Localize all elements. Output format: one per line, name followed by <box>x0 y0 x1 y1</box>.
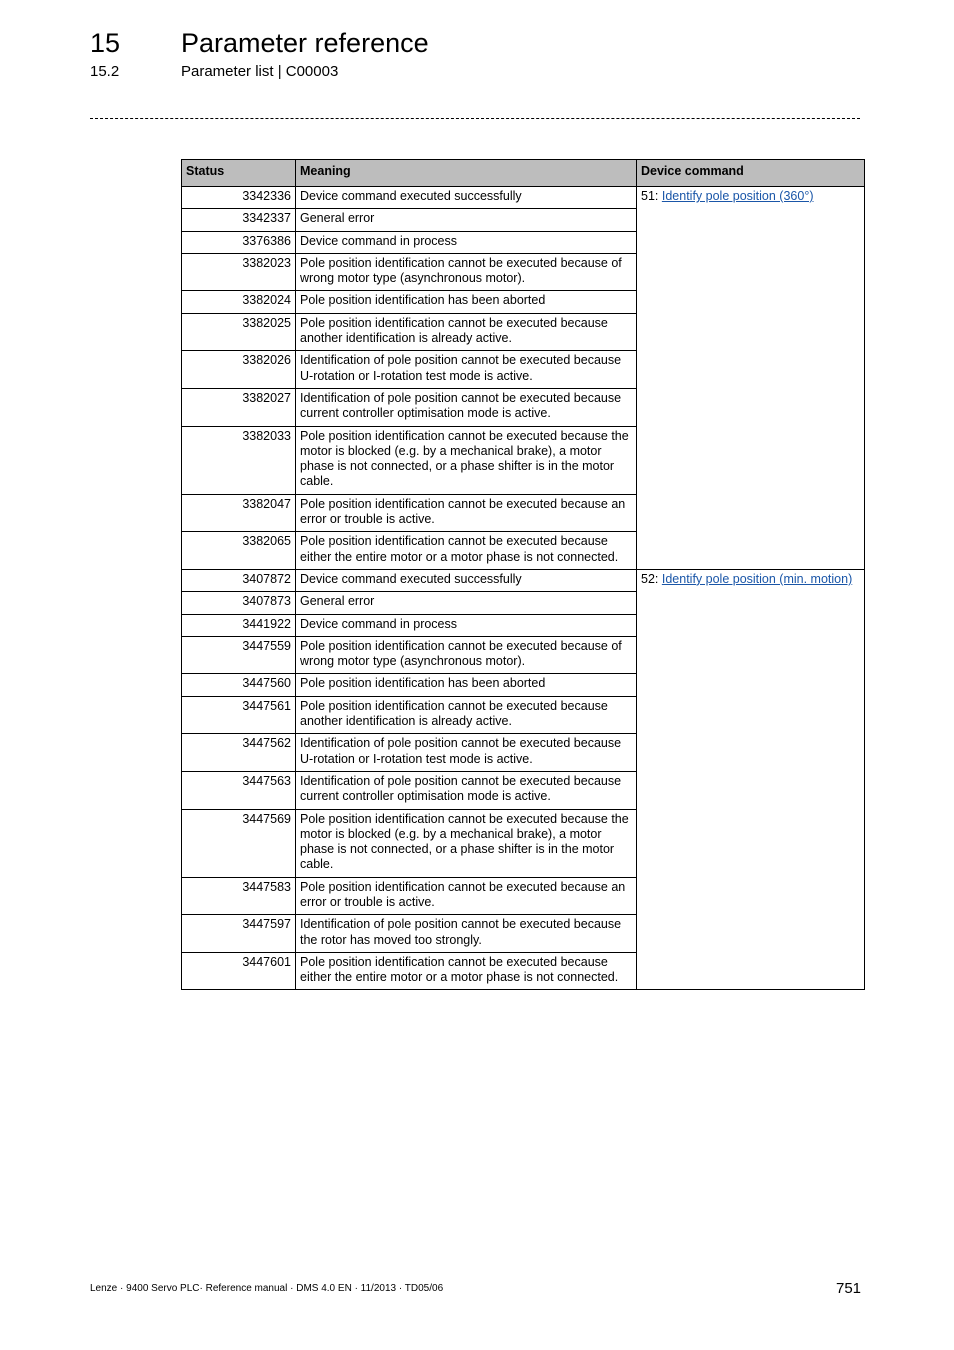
meaning-cell: Device command executed successfully <box>296 187 637 209</box>
meaning-cell: Device command in process <box>296 614 637 636</box>
column-header-meaning: Meaning <box>296 160 637 187</box>
status-code-cell: 3382023 <box>182 253 296 291</box>
device-command-cell <box>637 569 865 990</box>
status-code-cell: 3447561 <box>182 696 296 734</box>
meaning-cell: Identification of pole position cannot be executed because U-rotation or I-rotation test mode is active. <box>296 351 637 389</box>
meaning-cell: Identification of pole position cannot be executed because U-rotation or I-rotation test mode is active. <box>296 734 637 772</box>
status-code-cell: 3382033 <box>182 426 296 494</box>
meaning-cell: Pole position identification cannot be executed because another identification is already active. <box>296 313 637 351</box>
meaning-cell: Pole position identification cannot be executed because the motor is blocked (e.g. by a mechanical brake), a motor phase is not connected, or a phase shifter is in the motor cable. <box>296 809 637 877</box>
status-code-cell: 3407872 <box>182 569 296 591</box>
meaning-cell: Pole position identification cannot be executed because of wrong motor type (asynchronous motor). <box>296 636 637 674</box>
meaning-cell: Pole position identification has been aborted <box>296 291 637 313</box>
meaning-cell: Pole position identification cannot be executed because the motor is blocked (e.g. by a mechanical brake), a motor phase is not connected, or a phase shifter is in the motor cable. <box>296 426 637 494</box>
status-code-cell: 3441922 <box>182 614 296 636</box>
device-command-link[interactable]: Identify pole position (360°) <box>661 189 814 203</box>
status-code-cell: 3447560 <box>182 674 296 696</box>
status-code-cell: 3447563 <box>182 771 296 809</box>
meaning-cell: General error <box>296 592 637 614</box>
meaning-cell: Pole position identification cannot be executed because of wrong motor type (asynchronous motor). <box>296 253 637 291</box>
header-divider <box>90 118 860 119</box>
table-body <box>182 187 865 990</box>
meaning-cell: Pole position identification cannot be executed because either the entire motor or a motor phase is not connected. <box>296 952 637 990</box>
meaning-cell: Identification of pole position cannot be executed because the rotor has moved too strongly. <box>296 915 637 953</box>
meaning-cell: Identification of pole position cannot be executed because current controller optimisation mode is active. <box>296 388 637 426</box>
meaning-cell: Pole position identification cannot be executed because an error or trouble is active. <box>296 494 637 532</box>
table-row <box>182 569 865 591</box>
footer-text: Lenze · 9400 Servo PLC· Reference manual · DMS 4.0 EN · 11/2013 · TD05/06 <box>90 1283 444 1294</box>
status-code-cell: 3382025 <box>182 313 296 351</box>
device-command-link[interactable]: Identify pole position (min. motion) <box>661 571 853 586</box>
status-code-cell: 3447562 <box>182 734 296 772</box>
status-code-cell: 3447569 <box>182 809 296 877</box>
status-code-cell: 3382024 <box>182 291 296 313</box>
column-header-device-command: Device command <box>637 160 865 187</box>
section-number: 15.2 <box>90 63 120 80</box>
meaning-cell: Identification of pole position cannot be executed because current controller optimisation mode is active. <box>296 771 637 809</box>
status-code-cell: 3342337 <box>182 209 296 231</box>
device-command-cell <box>637 187 865 570</box>
meaning-cell: Pole position identification cannot be executed because either the entire motor or a motor phase is not connected. <box>296 532 637 570</box>
parameter-table <box>181 159 865 990</box>
status-code-cell: 3407873 <box>182 592 296 614</box>
status-code-cell: 3342336 <box>182 187 296 209</box>
status-code-cell: 3382026 <box>182 351 296 389</box>
status-code-cell: 3447597 <box>182 915 296 953</box>
status-code-cell: 3447583 <box>182 877 296 915</box>
chapter-title: Parameter reference <box>181 28 429 58</box>
meaning-cell: Pole position identification cannot be executed because another identification is already active. <box>296 696 637 734</box>
table-row <box>182 187 865 209</box>
status-code-cell: 3382027 <box>182 388 296 426</box>
status-code-cell: 3376386 <box>182 231 296 253</box>
meaning-cell: Pole position identification has been aborted <box>296 674 637 696</box>
meaning-cell: Device command in process <box>296 231 637 253</box>
chapter-number: 15 <box>90 28 121 58</box>
status-code-cell: 3447601 <box>182 952 296 990</box>
section-title: Parameter list | C00003 <box>181 63 339 80</box>
device-command-number: 51: <box>641 189 662 203</box>
page-number: 751 <box>836 1280 862 1297</box>
meaning-cell: Pole position identification cannot be executed because an error or trouble is active. <box>296 877 637 915</box>
device-command-number: 52: <box>641 571 662 586</box>
status-code-cell: 3382047 <box>182 494 296 532</box>
table-header-row <box>182 160 865 187</box>
status-code-cell: 3382065 <box>182 532 296 570</box>
meaning-cell: Device command executed successfully <box>296 569 637 591</box>
column-header-status: Status <box>182 160 296 187</box>
status-code-cell: 3447559 <box>182 636 296 674</box>
meaning-cell: General error <box>296 209 637 231</box>
